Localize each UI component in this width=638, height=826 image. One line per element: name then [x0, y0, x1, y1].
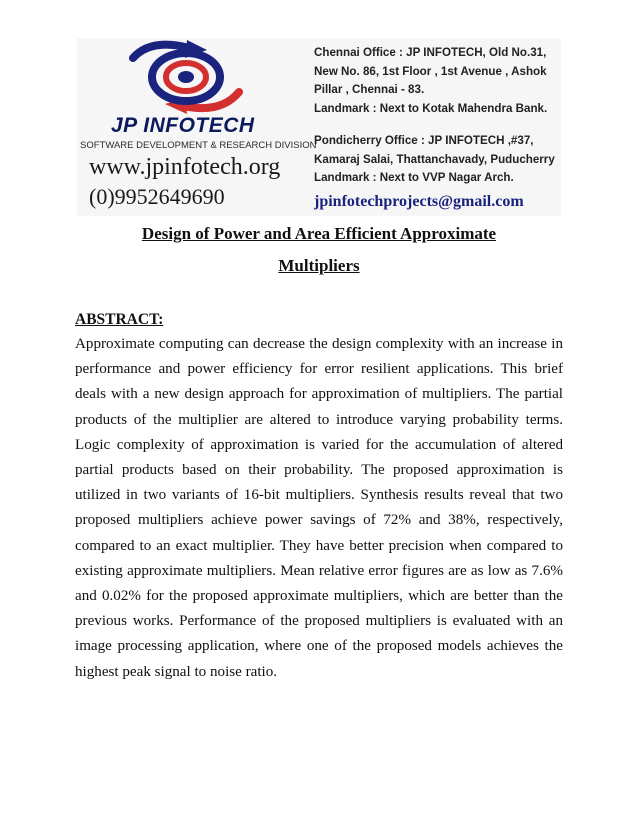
header-banner [77, 38, 561, 216]
address-line: New No. 86, 1st Floor , 1st Avenue , Ashok [314, 64, 547, 78]
phone-number: (0)9952649690 [89, 184, 225, 209]
address-line: Landmark : Next to VVP Nagar Arch. [314, 171, 514, 185]
jp-infotech-logo-icon [111, 40, 261, 114]
address-line: Landmark : Next to Kotak Mahendra Bank. [314, 101, 548, 115]
pondicherry-office-address [314, 132, 555, 188]
address-line: Pondicherry Office : JP INFOTECH ,#37, [314, 134, 534, 147]
address-line: Pillar , Chennai - 83. [314, 83, 425, 97]
document-title-line2: Multipliers [278, 256, 360, 275]
abstract-body: Approximate computing can decrease the design complexity with an increase in performance and power efficiency for error resilient applications. This brief deals with a new design approach for approximation of multipliers. The partial products of the multiplier are altered to introduce varying probability terms. Logic complexity of approximation is varied for the accumulation of altered partial products based on their probability. The proposed approximation is utilized in two variants of 16-bit multipliers. Synthesis results reveal that two proposed multipliers achieve power savings of 72% and 38%, respectively, compared to an exact multiplier. They have better precision when compared to existing approximate multipliers. Mean relative error figures are as low as 7.6% and 0.02% for the proposed approximate multipliers, which are better than the previous works. Performance of the proposed multipliers is evaluated with an image processing application, where one of the proposed models achieves the highest peak signal to noise ratio. [75, 336, 563, 680]
abstract-heading: ABSTRACT: [75, 311, 164, 328]
division-tagline: SOFTWARE DEVELOPMENT & RESEARCH DIVISION [80, 140, 317, 151]
contact-email[interactable]: jpinfotechprojects@gmail.com [314, 193, 524, 210]
document-title-line1: Design of Power and Area Efficient Approximate [141, 224, 497, 243]
brand-name: JP INFOTECH [111, 114, 255, 137]
address-line: Kamaraj Salai, Thattanchavady, Puducherry [314, 152, 555, 166]
website-link[interactable]: www.jpinfotech.org [89, 154, 281, 180]
address-line: Chennai Office : JP INFOTECH, Old No.31, [314, 46, 547, 59]
chennai-office-address [314, 44, 547, 118]
